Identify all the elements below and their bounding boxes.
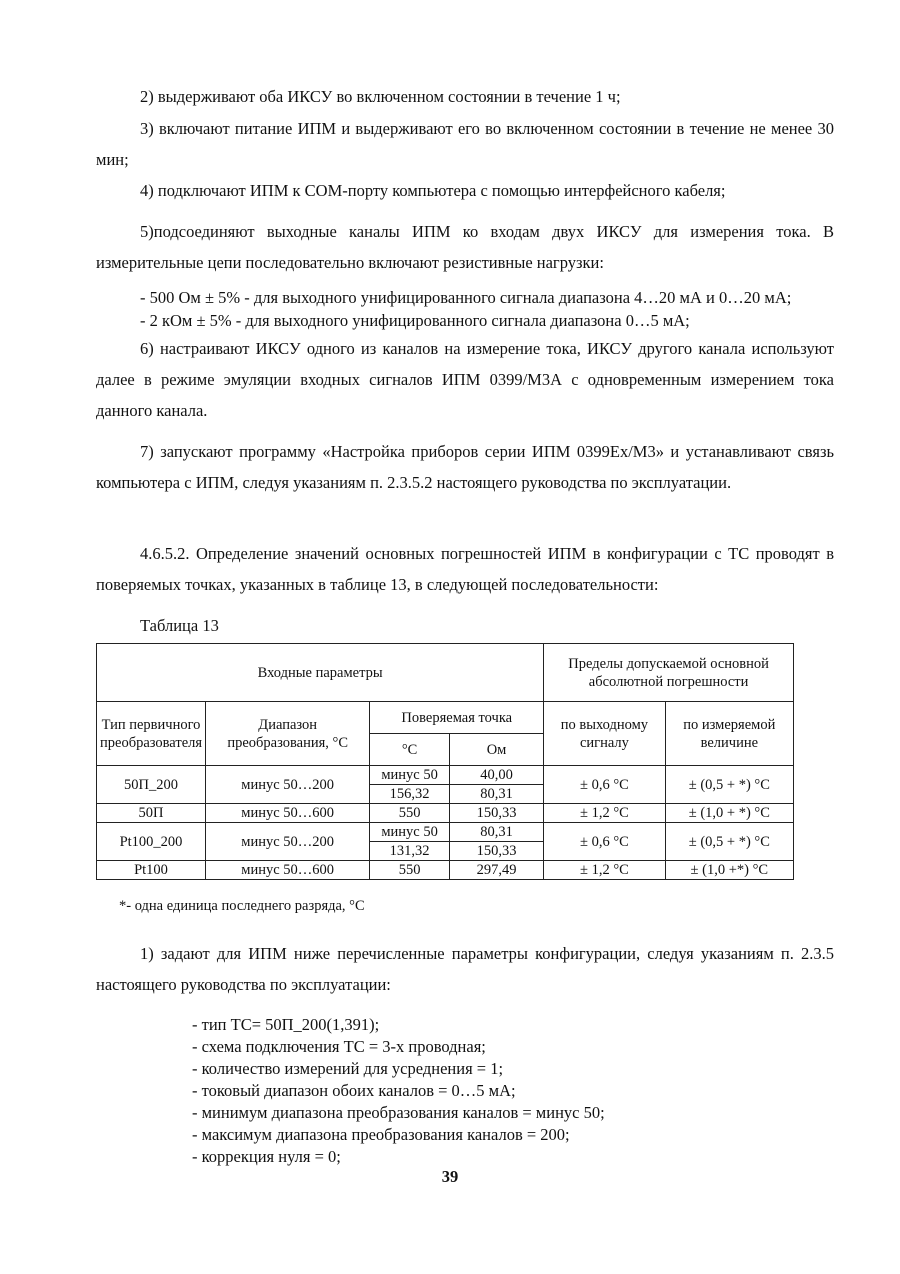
- header-limits: Пределы допускаемой основной абсолютной погрешности: [544, 644, 794, 702]
- cell-ohm: 150,33: [449, 842, 543, 861]
- cell-celsius: 550: [370, 861, 450, 880]
- config-item: - коррекция нуля = 0;: [192, 1147, 341, 1166]
- cell-measured-error: ± (0,5 + *) °С: [665, 766, 793, 804]
- cell-range: минус 50…600: [206, 861, 370, 880]
- table-13: [96, 643, 794, 880]
- load-item: - 2 кОм ± 5% - для выходного унифицированного сигнала диапазона 0…5 мА;: [140, 311, 690, 330]
- header-unit-ohm: Ом: [449, 734, 543, 766]
- cell-celsius: минус 50: [370, 766, 450, 785]
- cell-celsius: минус 50: [370, 823, 450, 842]
- cell-celsius: 131,32: [370, 842, 450, 861]
- cell-celsius: 550: [370, 804, 450, 823]
- paragraph-config-step-1: 1) задают для ИПМ ниже перечисленные параметры конфигурации, следуя указаниям п. 2.3.5 настоящего руководства по эксплуатации:: [96, 944, 834, 994]
- header-check-point: Поверяемая точка: [370, 702, 544, 734]
- table-header-row: [97, 644, 794, 702]
- table-row: [97, 823, 794, 842]
- cell-measured-error: ± (1,0 + *) °С: [665, 804, 793, 823]
- cell-type: Pt100_200: [97, 823, 206, 861]
- cell-ohm: 40,00: [449, 766, 543, 785]
- config-item: - количество измерений для усреднения = 1;: [192, 1059, 504, 1078]
- cell-output-error: ± 0,6 °С: [544, 823, 665, 861]
- cell-ohm: 297,49: [449, 861, 543, 880]
- cell-type: 50П: [97, 804, 206, 823]
- paragraph-step-6: 6) настраивают ИКСУ одного из каналов на измерение тока, ИКСУ другого канала используют далее в режиме эмуляции входных сигналов ИПМ 0399/М3А с одновременным измерением тока данного канала.: [96, 339, 834, 420]
- table-footnote: *- одна единица последнего разряда, °С: [119, 898, 365, 914]
- config-item: - минимум диапазона преобразования каналов = минус 50;: [192, 1103, 605, 1122]
- cell-ohm: 80,31: [449, 785, 543, 804]
- cell-ohm: 150,33: [449, 804, 543, 823]
- paragraph-step-4: 4) подключают ИПМ к COM-порту компьютера с помощью интерфейсного кабеля;: [140, 181, 726, 200]
- table-caption: Таблица 13: [140, 616, 219, 635]
- config-item: - максимум диапазона преобразования каналов = 200;: [192, 1125, 570, 1144]
- table-row: [97, 861, 794, 880]
- config-item: - тип ТС= 50П_200(1,391);: [192, 1015, 380, 1034]
- cell-type: Pt100: [97, 861, 206, 880]
- cell-measured-error: ± (1,0 +*) °С: [665, 861, 793, 880]
- load-list: [140, 286, 791, 332]
- paragraph-step-3: 3) включают питание ИПМ и выдерживают его во включенном состоянии в течение не менее 30 мин;: [96, 119, 834, 169]
- config-item: - схема подключения ТС = 3-х проводная;: [192, 1037, 486, 1056]
- cell-celsius: 156,32: [370, 785, 450, 804]
- header-unit-c: °С: [370, 734, 450, 766]
- table-row: [97, 766, 794, 785]
- paragraph-step-5: 5)подсоединяют выходные каналы ИПМ ко входам двух ИКСУ для измерения тока. В измерительные цепи последовательно включают резистивные нагрузки:: [96, 222, 834, 272]
- cell-range: минус 50…200: [206, 766, 370, 804]
- config-item: - токовый диапазон обоих каналов = 0…5 мА;: [192, 1081, 516, 1100]
- config-list: [192, 1014, 605, 1168]
- cell-measured-error: ± (0,5 + *) °С: [665, 823, 793, 861]
- cell-output-error: ± 0,6 °С: [544, 766, 665, 804]
- table-row: [97, 804, 794, 823]
- header-input-params: Входные параметры: [97, 644, 544, 702]
- load-item: - 500 Ом ± 5% - для выходного унифицированного сигнала диапазона 4…20 мА и 0…20 мА;: [140, 288, 792, 307]
- header-range: Диапазон преобразования, °С: [206, 702, 370, 766]
- cell-output-error: ± 1,2 °С: [544, 861, 665, 880]
- paragraph-step-7: 7) запускают программу «Настройка приборов серии ИПМ 0399Ex/М3» и устанавливают связь компьютера с ИПМ, следуя указаниям п. 2.3.5.2 настоящего руководства по эксплуатации.: [96, 442, 834, 492]
- paragraph-step-2: 2) выдерживают оба ИКСУ во включенном состоянии в течение 1 ч;: [140, 87, 621, 106]
- cell-range: минус 50…600: [206, 804, 370, 823]
- cell-output-error: ± 1,2 °С: [544, 804, 665, 823]
- header-by-output: по выходному сигналу: [544, 702, 665, 766]
- cell-ohm: 80,31: [449, 823, 543, 842]
- cell-range: минус 50…200: [206, 823, 370, 861]
- header-sensor-type: Тип первичного преобразователя: [97, 702, 206, 766]
- paragraph-4-6-5-2: 4.6.5.2. Определение значений основных погрешностей ИПМ в конфигурации с ТС проводят в поверяемых точках, указанных в таблице 13, в следующей последовательности:: [96, 544, 834, 594]
- cell-type: 50П_200: [97, 766, 206, 804]
- table-subheader-row: [97, 702, 794, 734]
- page-number: 39: [441, 1167, 459, 1186]
- header-by-measured: по измеряемой величине: [665, 702, 793, 766]
